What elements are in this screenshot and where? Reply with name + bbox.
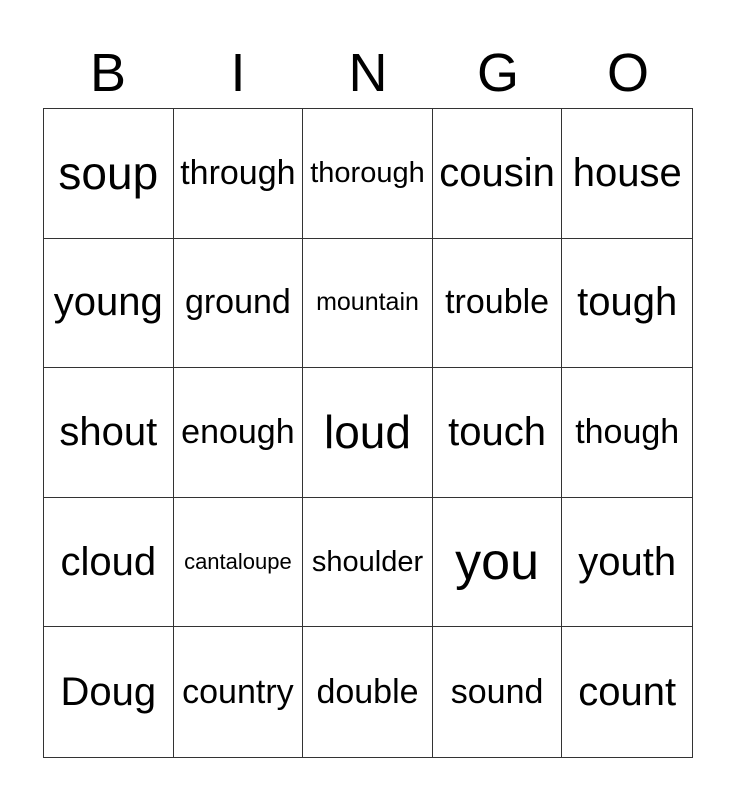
header-letter-b: B (89, 43, 127, 103)
header-letter-o: O (606, 43, 649, 103)
bingo-cell[interactable]: thorough (303, 109, 433, 239)
bingo-cell[interactable]: Doug (44, 627, 174, 757)
bingo-cell[interactable]: double (303, 627, 433, 757)
bingo-cell[interactable]: loud (303, 368, 433, 498)
bingo-cell[interactable]: trouble (433, 239, 563, 369)
bingo-cell[interactable]: though (562, 368, 692, 498)
bingo-cell[interactable]: tough (562, 239, 692, 369)
bingo-cell[interactable]: enough (174, 368, 304, 498)
bingo-cell[interactable]: house (562, 109, 692, 239)
bingo-cell[interactable]: mountain (303, 239, 433, 369)
bingo-card-grid (43, 108, 693, 758)
bingo-cell[interactable]: cantaloupe (174, 498, 304, 628)
bingo-cell[interactable]: sound (433, 627, 563, 757)
bingo-cell[interactable]: you (433, 498, 563, 628)
bingo-cell[interactable]: youth (562, 498, 692, 628)
header-letter-i: I (230, 43, 246, 103)
bingo-cell[interactable]: touch (433, 368, 563, 498)
bingo-cell[interactable]: ground (174, 239, 304, 369)
header-letter-g: G (476, 43, 519, 103)
header-letter-n: N (348, 43, 388, 103)
bingo-cell[interactable]: count (578, 669, 677, 714)
bingo-cell[interactable]: cloud (44, 498, 174, 628)
bingo-cell[interactable]: soup (44, 109, 174, 239)
bingo-cell[interactable]: shoulder (303, 498, 433, 628)
bingo-header (43, 38, 693, 108)
bingo-cell[interactable]: country (174, 627, 304, 757)
bingo-cell[interactable]: shout (44, 368, 174, 498)
bingo-cell[interactable]: cousin (433, 109, 563, 239)
bingo-cell[interactable]: through (174, 109, 304, 239)
bingo-cell[interactable]: young (44, 239, 174, 369)
